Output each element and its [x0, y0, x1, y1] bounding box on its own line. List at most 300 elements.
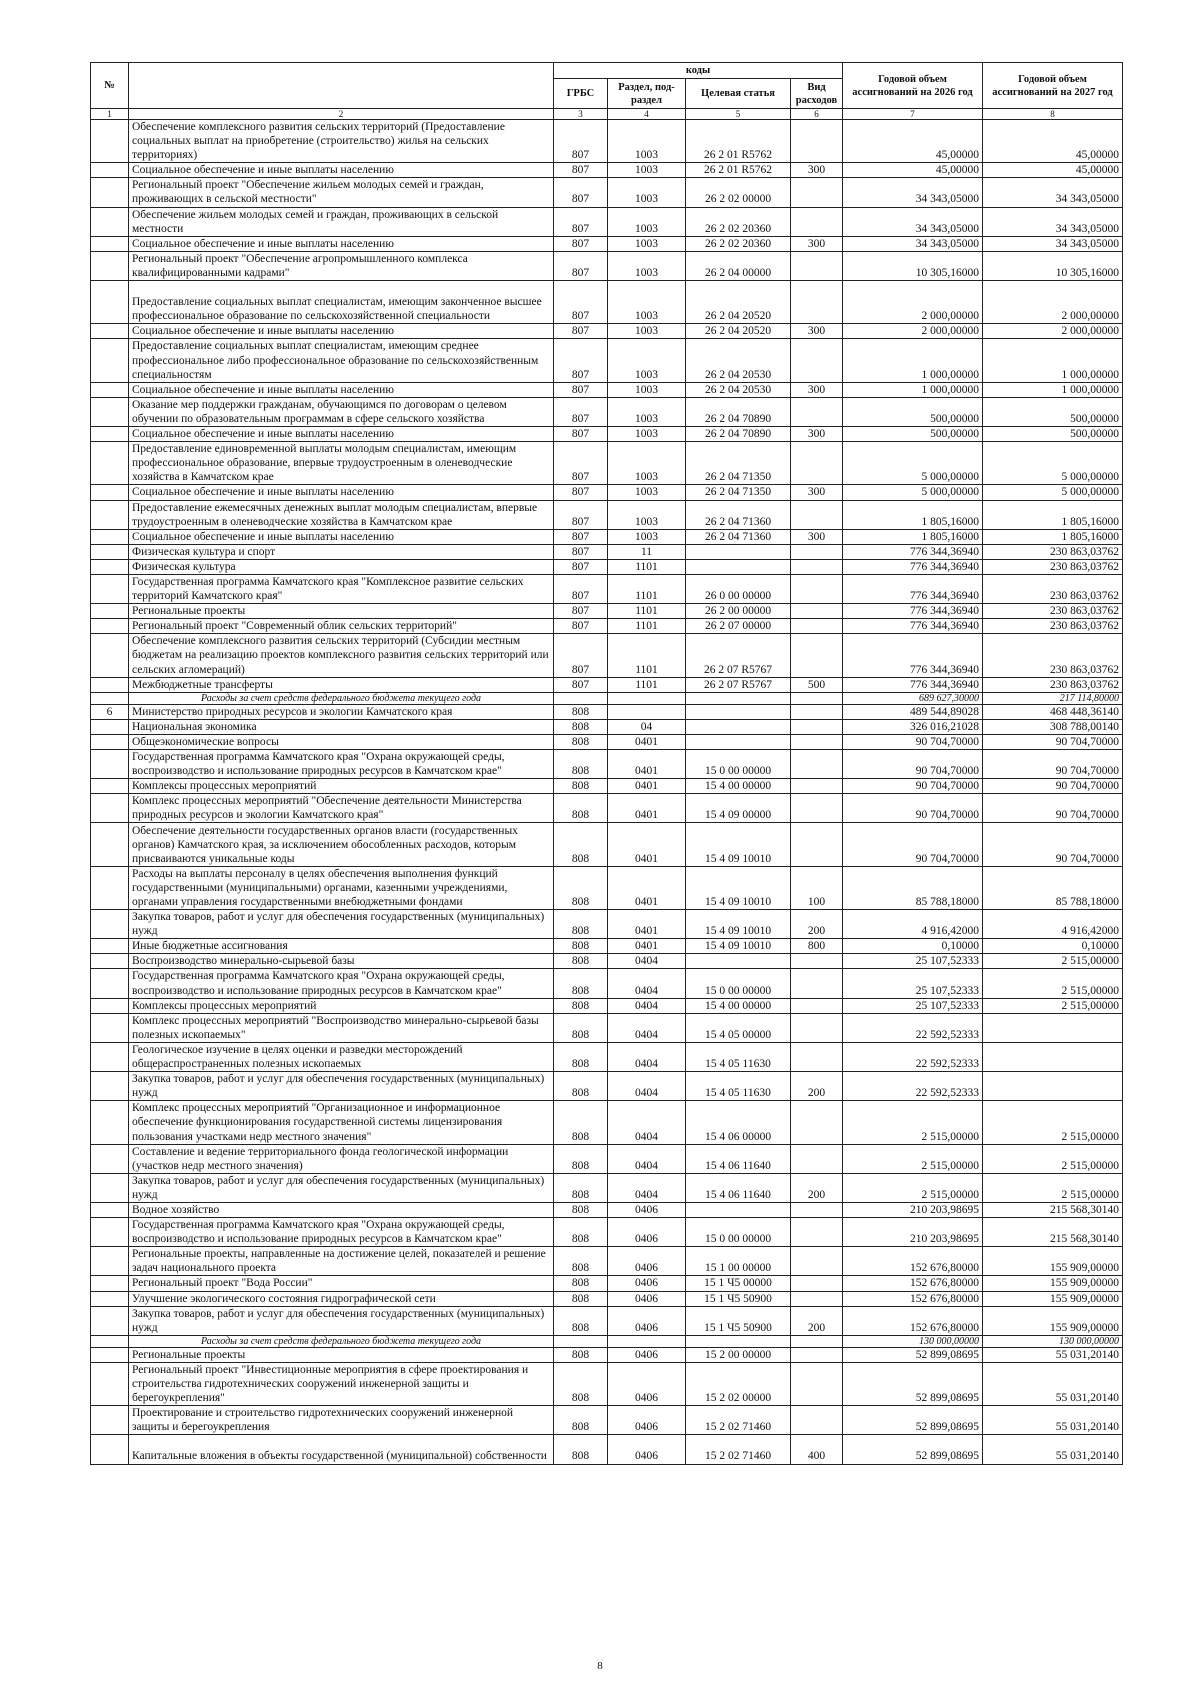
row-volume-2026: 1 805,16000 [843, 500, 983, 529]
row-name: Комплекс процессных мероприятий "Организационное и информационное обеспечение функционирования государственной системы лицензирования пользования участками недр местного значения" [129, 1101, 554, 1144]
row-number [91, 910, 129, 939]
row-section: 0401 [608, 823, 686, 866]
row-number [91, 750, 129, 779]
row-name: Региональные проекты [129, 604, 554, 619]
row-target-article: 15 1 Ч5 50900 [686, 1291, 791, 1306]
row-number [91, 969, 129, 998]
row-grbs: 808 [554, 954, 608, 969]
row-name: Региональный проект "Вода России" [129, 1276, 554, 1291]
row-grbs [554, 692, 608, 704]
row-grbs: 807 [554, 281, 608, 324]
row-section: 0401 [608, 866, 686, 909]
table-row [91, 704, 1123, 719]
row-grbs: 807 [554, 251, 608, 280]
table-row [91, 692, 1123, 704]
row-target-article: 26 2 04 20520 [686, 324, 791, 339]
table-row [91, 1435, 1123, 1464]
row-volume-2027: 10 305,16000 [983, 251, 1123, 280]
row-name: Закупка товаров, работ и услуг для обеспечения государственных (муниципальных) нужд [129, 1173, 554, 1202]
row-section: 1003 [608, 324, 686, 339]
row-volume-2026: 2 515,00000 [843, 1144, 983, 1173]
table-row [91, 1406, 1123, 1435]
row-volume-2027: 5 000,00000 [983, 485, 1123, 500]
row-grbs: 808 [554, 750, 608, 779]
row-volume-2026: 90 704,70000 [843, 794, 983, 823]
row-grbs: 808 [554, 866, 608, 909]
row-volume-2027: 1 000,00000 [983, 382, 1123, 397]
row-volume-2026: 4 916,42000 [843, 910, 983, 939]
table-row [91, 427, 1123, 442]
row-section: 1101 [608, 634, 686, 677]
row-name: Закупка товаров, работ и услуг для обеспечения государственных (муниципальных) нужд [129, 1072, 554, 1101]
row-volume-2027 [983, 1072, 1123, 1101]
table-row [91, 954, 1123, 969]
row-number [91, 779, 129, 794]
row-grbs: 808 [554, 823, 608, 866]
row-name: Социальное обеспечение и иные выплаты населению [129, 324, 554, 339]
row-number [91, 529, 129, 544]
table-row [91, 574, 1123, 603]
header-target-article: Целевая статья [686, 79, 791, 109]
row-name: Государственная программа Камчатского края "Охрана окружающей среды, воспроизводство и использование природных ресурсов в Камчатском крае" [129, 969, 554, 998]
row-expense-type [791, 251, 843, 280]
row-name: Предоставление социальных выплат специалистам, имеющим законченное высшее профессиональное образование по сельскохозяйственной специальности [129, 281, 554, 324]
row-expense-type [791, 794, 843, 823]
table-row [91, 823, 1123, 866]
row-expense-type: 400 [791, 1435, 843, 1464]
row-grbs: 808 [554, 1306, 608, 1335]
row-target-article: 15 2 02 71460 [686, 1406, 791, 1435]
row-name: Комплекс процессных мероприятий "Воспроизводство минерально-сырьевой базы полезных ископаемых" [129, 1013, 554, 1042]
table-row [91, 485, 1123, 500]
row-grbs: 807 [554, 339, 608, 382]
row-volume-2027: 130 000,00000 [983, 1335, 1123, 1347]
row-grbs: 807 [554, 634, 608, 677]
row-volume-2026: 34 343,05000 [843, 236, 983, 251]
row-volume-2027: 215 568,30140 [983, 1218, 1123, 1247]
row-target-article: 26 2 04 71360 [686, 500, 791, 529]
row-volume-2027: 155 909,00000 [983, 1276, 1123, 1291]
row-name: Составление и ведение территориального фонда геологической информации (участков недр местного значения) [129, 1144, 554, 1173]
row-target-article: 26 2 04 71350 [686, 485, 791, 500]
table-row [91, 634, 1123, 677]
table-row [91, 969, 1123, 998]
row-grbs: 807 [554, 207, 608, 236]
row-target-article: 15 4 09 00000 [686, 794, 791, 823]
row-target-article: 15 4 09 10010 [686, 866, 791, 909]
row-section: 0406 [608, 1347, 686, 1362]
row-name: Региональный проект "Обеспечение агропромышленного комплекса квалифицированными кадрами" [129, 251, 554, 280]
row-expense-type: 300 [791, 485, 843, 500]
row-name: Социальное обеспечение и иные выплаты населению [129, 382, 554, 397]
row-expense-type [791, 397, 843, 426]
row-volume-2027: 2 515,00000 [983, 998, 1123, 1013]
row-target-article: 26 2 04 71360 [686, 529, 791, 544]
row-expense-type: 200 [791, 910, 843, 939]
row-section: 0401 [608, 794, 686, 823]
table-row [91, 529, 1123, 544]
row-volume-2026: 34 343,05000 [843, 178, 983, 207]
row-volume-2027: 2 000,00000 [983, 324, 1123, 339]
table-row [91, 998, 1123, 1013]
row-grbs: 807 [554, 324, 608, 339]
column-index: 1 [91, 109, 129, 120]
row-target-article: 15 4 06 11640 [686, 1173, 791, 1202]
row-expense-type: 300 [791, 427, 843, 442]
table-row [91, 163, 1123, 178]
row-expense-type [791, 1247, 843, 1276]
row-name: Проектирование и строительство гидротехнических сооружений инженерной защиты и берегоукрепления [129, 1406, 554, 1435]
row-expense-type: 100 [791, 866, 843, 909]
row-volume-2027: 90 704,70000 [983, 750, 1123, 779]
row-target-article: 15 1 Ч5 50900 [686, 1306, 791, 1335]
row-number [91, 382, 129, 397]
row-grbs: 807 [554, 120, 608, 163]
table-row [91, 1042, 1123, 1071]
row-number [91, 1042, 129, 1071]
row-target-article: 26 2 07 R5767 [686, 677, 791, 692]
column-index: 8 [983, 109, 1123, 120]
table-row [91, 178, 1123, 207]
row-grbs: 807 [554, 382, 608, 397]
row-grbs: 808 [554, 939, 608, 954]
row-target-article: 15 4 06 00000 [686, 1101, 791, 1144]
row-name: Геологическое изучение в целях оценки и разведки месторождений общераспространенных полезных ископаемых [129, 1042, 554, 1071]
table-row [91, 779, 1123, 794]
header-section: Раздел, под-раздел [608, 79, 686, 109]
row-expense-type [791, 1276, 843, 1291]
row-volume-2027: 230 863,03762 [983, 559, 1123, 574]
row-name: Национальная экономика [129, 719, 554, 734]
row-expense-type [791, 750, 843, 779]
row-section: 0401 [608, 910, 686, 939]
row-target-article: 26 2 02 00000 [686, 178, 791, 207]
row-expense-type [791, 1335, 843, 1347]
row-number [91, 281, 129, 324]
row-expense-type [791, 178, 843, 207]
row-expense-type [791, 634, 843, 677]
row-section: 0404 [608, 969, 686, 998]
table-row [91, 1173, 1123, 1202]
row-volume-2027: 4 916,42000 [983, 910, 1123, 939]
table-row [91, 382, 1123, 397]
row-target-article: 26 2 04 20520 [686, 281, 791, 324]
row-section: 1101 [608, 574, 686, 603]
row-section [608, 704, 686, 719]
row-number [91, 1144, 129, 1173]
row-volume-2027: 85 788,18000 [983, 866, 1123, 909]
row-target-article: 15 0 00 00000 [686, 1218, 791, 1247]
row-expense-type [791, 692, 843, 704]
row-name: Оказание мер поддержки гражданам, обучающимся по договорам о целевом обучении по образовательным программам в сфере сельского хозяйства [129, 397, 554, 426]
row-number [91, 574, 129, 603]
row-volume-2026: 1 805,16000 [843, 529, 983, 544]
row-number [91, 397, 129, 426]
table-row [91, 866, 1123, 909]
row-target-article: 15 2 00 00000 [686, 1347, 791, 1362]
row-target-article [686, 704, 791, 719]
table-row [91, 1276, 1123, 1291]
row-volume-2026: 130 000,00000 [843, 1335, 983, 1347]
row-number [91, 1173, 129, 1202]
row-number: 6 [91, 704, 129, 719]
row-number [91, 604, 129, 619]
row-name: Государственная программа Камчатского края "Охрана окружающей среды, воспроизводство и использование природных ресурсов в Камчатском крае" [129, 1218, 554, 1247]
row-expense-type: 200 [791, 1306, 843, 1335]
row-section: 0406 [608, 1435, 686, 1464]
row-grbs: 808 [554, 998, 608, 1013]
row-volume-2027: 2 515,00000 [983, 954, 1123, 969]
row-name: Обеспечение деятельности государственных органов власти (государственных органов) Камчатского края, за исключением обособленных расходов, которым присваиваются уникальные коды [129, 823, 554, 866]
row-volume-2026: 2 515,00000 [843, 1173, 983, 1202]
row-section: 1003 [608, 397, 686, 426]
row-volume-2027: 2 515,00000 [983, 969, 1123, 998]
row-target-article: 26 2 04 70890 [686, 427, 791, 442]
row-number [91, 1291, 129, 1306]
row-number [91, 178, 129, 207]
row-name: Региональный проект "Современный облик сельских территорий" [129, 619, 554, 634]
header-expense-type: Вид расходов [791, 79, 843, 109]
row-grbs: 807 [554, 427, 608, 442]
row-volume-2027: 468 448,36140 [983, 704, 1123, 719]
row-volume-2026: 25 107,52333 [843, 954, 983, 969]
row-number [91, 954, 129, 969]
row-name: Министерство природных ресурсов и экологии Камчатского края [129, 704, 554, 719]
row-section [608, 692, 686, 704]
row-section [608, 1335, 686, 1347]
row-volume-2027: 155 909,00000 [983, 1306, 1123, 1335]
table-row [91, 281, 1123, 324]
row-name: Закупка товаров, работ и услуг для обеспечения государственных (муниципальных) нужд [129, 910, 554, 939]
row-expense-type: 800 [791, 939, 843, 954]
column-index: 7 [843, 109, 983, 120]
row-volume-2027: 34 343,05000 [983, 236, 1123, 251]
row-volume-2026: 22 592,52333 [843, 1042, 983, 1071]
row-name: Социальное обеспечение и иные выплаты населению [129, 236, 554, 251]
row-volume-2027: 2 515,00000 [983, 1173, 1123, 1202]
row-section: 1101 [608, 677, 686, 692]
row-grbs: 808 [554, 734, 608, 749]
row-volume-2027: 55 031,20140 [983, 1347, 1123, 1362]
row-volume-2027 [983, 1013, 1123, 1042]
table-row [91, 1247, 1123, 1276]
row-volume-2027: 230 863,03762 [983, 604, 1123, 619]
table-row [91, 1362, 1123, 1405]
row-name: Комплекс процессных мероприятий "Обеспечение деятельности Министерства природных ресурсов и экологии Камчатского края" [129, 794, 554, 823]
table-row [91, 397, 1123, 426]
row-grbs: 808 [554, 1101, 608, 1144]
table-row [91, 1144, 1123, 1173]
budget-table [90, 62, 1123, 1465]
row-grbs: 807 [554, 619, 608, 634]
row-number [91, 324, 129, 339]
row-grbs: 808 [554, 1202, 608, 1217]
row-expense-type [791, 1362, 843, 1405]
row-volume-2026: 2 000,00000 [843, 324, 983, 339]
row-number [91, 251, 129, 280]
row-section: 1101 [608, 559, 686, 574]
header-no: № [91, 63, 129, 109]
row-target-article [686, 544, 791, 559]
row-name: Социальное обеспечение и иные выплаты населению [129, 529, 554, 544]
row-volume-2026: 210 203,98695 [843, 1202, 983, 1217]
column-index: 5 [686, 109, 791, 120]
row-section: 1003 [608, 163, 686, 178]
header-volume-2027: Годовой объем ассигнований на 2027 год [983, 63, 1123, 109]
row-number [91, 544, 129, 559]
row-number [91, 823, 129, 866]
row-volume-2026: 2 515,00000 [843, 1101, 983, 1144]
row-volume-2027: 1 805,16000 [983, 529, 1123, 544]
row-volume-2026: 489 544,89028 [843, 704, 983, 719]
row-expense-type [791, 734, 843, 749]
row-volume-2026: 90 704,70000 [843, 734, 983, 749]
row-expense-type: 300 [791, 382, 843, 397]
row-number [91, 866, 129, 909]
row-expense-type [791, 604, 843, 619]
row-section: 0401 [608, 779, 686, 794]
row-grbs: 808 [554, 910, 608, 939]
row-target-article [686, 734, 791, 749]
row-target-article: 26 2 07 00000 [686, 619, 791, 634]
row-expense-type [791, 1347, 843, 1362]
row-number [91, 1435, 129, 1464]
row-target-article: 26 2 04 71350 [686, 442, 791, 485]
row-volume-2026: 776 344,36940 [843, 544, 983, 559]
row-name: Физическая культура и спорт [129, 544, 554, 559]
row-volume-2026: 0,10000 [843, 939, 983, 954]
row-expense-type [791, 442, 843, 485]
row-volume-2026: 90 704,70000 [843, 823, 983, 866]
row-grbs: 808 [554, 1276, 608, 1291]
row-number [91, 1013, 129, 1042]
table-row [91, 339, 1123, 382]
table-row [91, 251, 1123, 280]
row-volume-2027: 34 343,05000 [983, 207, 1123, 236]
row-section: 0406 [608, 1291, 686, 1306]
row-name: Водное хозяйство [129, 1202, 554, 1217]
row-section: 1003 [608, 529, 686, 544]
row-volume-2027: 155 909,00000 [983, 1291, 1123, 1306]
row-volume-2026: 25 107,52333 [843, 998, 983, 1013]
table-row [91, 734, 1123, 749]
row-section: 1003 [608, 382, 686, 397]
row-name: Социальное обеспечение и иные выплаты населению [129, 427, 554, 442]
row-volume-2026: 52 899,08695 [843, 1362, 983, 1405]
table-row [91, 120, 1123, 163]
row-section: 0404 [608, 1042, 686, 1071]
row-number [91, 1335, 129, 1347]
row-grbs: 808 [554, 704, 608, 719]
row-number [91, 427, 129, 442]
row-name: Предоставление ежемесячных денежных выплат молодым специалистам, впервые трудоустроенным в оленеводческие хозяйства в Камчатском крае [129, 500, 554, 529]
row-volume-2026: 5 000,00000 [843, 485, 983, 500]
row-expense-type [791, 500, 843, 529]
row-target-article: 26 2 04 70890 [686, 397, 791, 426]
row-volume-2026: 22 592,52333 [843, 1013, 983, 1042]
row-grbs: 808 [554, 1435, 608, 1464]
row-number [91, 1276, 129, 1291]
row-number [91, 207, 129, 236]
row-number [91, 719, 129, 734]
table-row [91, 559, 1123, 574]
row-volume-2026: 85 788,18000 [843, 866, 983, 909]
row-expense-type [791, 1406, 843, 1435]
row-volume-2027: 230 863,03762 [983, 619, 1123, 634]
row-number [91, 1306, 129, 1335]
table-row [91, 1101, 1123, 1144]
row-expense-type [791, 1144, 843, 1173]
row-section: 1003 [608, 485, 686, 500]
row-target-article: 26 2 07 R5767 [686, 634, 791, 677]
row-expense-type [791, 207, 843, 236]
row-section: 0404 [608, 1101, 686, 1144]
row-name: Государственная программа Камчатского края "Комплексное развитие сельских территорий Камчатского края" [129, 574, 554, 603]
row-number [91, 1072, 129, 1101]
row-target-article: 15 4 06 11640 [686, 1144, 791, 1173]
row-volume-2027: 155 909,00000 [983, 1247, 1123, 1276]
row-expense-type [791, 1218, 843, 1247]
row-section: 1003 [608, 442, 686, 485]
row-target-article: 15 4 09 10010 [686, 823, 791, 866]
row-volume-2026: 776 344,36940 [843, 634, 983, 677]
row-name: Региональный проект "Обеспечение жильем молодых семей и граждан, проживающих в сельской местности" [129, 178, 554, 207]
row-target-article: 15 4 00 00000 [686, 779, 791, 794]
row-volume-2027: 5 000,00000 [983, 442, 1123, 485]
row-grbs [554, 1335, 608, 1347]
row-volume-2026: 776 344,36940 [843, 604, 983, 619]
row-volume-2027: 2 515,00000 [983, 1144, 1123, 1173]
row-volume-2027: 500,00000 [983, 427, 1123, 442]
row-grbs: 808 [554, 794, 608, 823]
row-expense-type [791, 719, 843, 734]
row-target-article: 26 2 01 R5762 [686, 163, 791, 178]
row-expense-type [791, 823, 843, 866]
table-row [91, 750, 1123, 779]
row-number [91, 794, 129, 823]
row-name: Расходы за счет средств федерального бюджета текущего года [129, 1335, 554, 1347]
row-section: 1003 [608, 120, 686, 163]
row-name: Иные бюджетные ассигнования [129, 939, 554, 954]
table-row [91, 500, 1123, 529]
row-target-article: 15 0 00 00000 [686, 750, 791, 779]
row-volume-2027 [983, 1042, 1123, 1071]
row-grbs: 808 [554, 1347, 608, 1362]
row-volume-2026: 52 899,08695 [843, 1435, 983, 1464]
row-volume-2027: 308 788,00140 [983, 719, 1123, 734]
row-section: 0406 [608, 1306, 686, 1335]
row-volume-2026: 326 016,21028 [843, 719, 983, 734]
table-row [91, 236, 1123, 251]
row-volume-2027: 0,10000 [983, 939, 1123, 954]
row-grbs: 807 [554, 485, 608, 500]
row-target-article: 15 4 09 10010 [686, 939, 791, 954]
row-expense-type [791, 559, 843, 574]
row-name: Комплексы процессных мероприятий [129, 779, 554, 794]
row-expense-type [791, 574, 843, 603]
row-section: 0404 [608, 998, 686, 1013]
row-expense-type [791, 281, 843, 324]
row-grbs: 808 [554, 1291, 608, 1306]
table-row [91, 1013, 1123, 1042]
row-target-article [686, 692, 791, 704]
table-row [91, 604, 1123, 619]
row-expense-type [791, 779, 843, 794]
row-grbs: 808 [554, 1144, 608, 1173]
row-grbs: 807 [554, 604, 608, 619]
row-number [91, 677, 129, 692]
row-expense-type [791, 704, 843, 719]
